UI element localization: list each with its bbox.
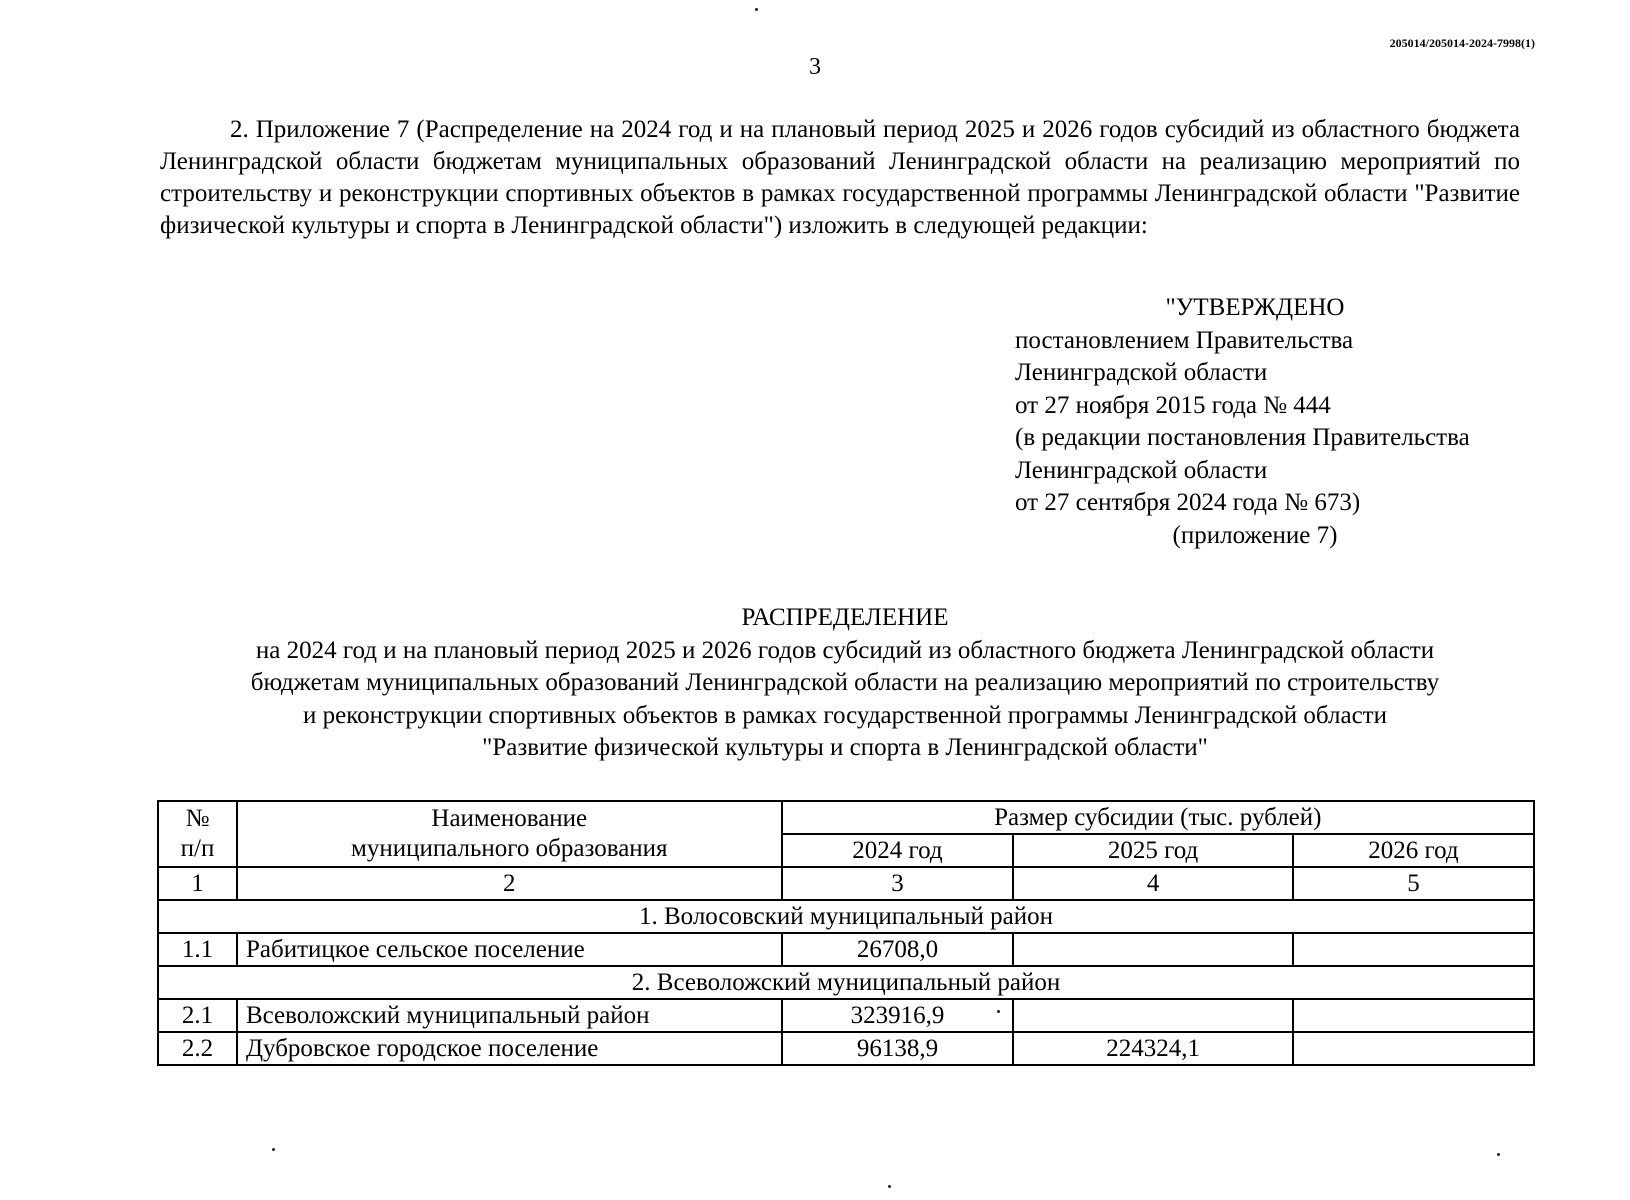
row-number: 2.2 [158,1032,237,1065]
approval-line: Ленинградской области [1015,456,1268,484]
header-number-cell [158,801,237,867]
header-name-line2: муниципального образования [351,835,668,862]
row-value-2024: 323916,9 [782,999,1014,1032]
header-year-2026: 2026 год [1293,834,1534,867]
heading-line: бюджетам муниципальных образований Ленинградской области на реализацию мероприятий по строительству [250,669,1440,696]
row-number: 1.1 [158,933,237,966]
column-number: 5 [1293,867,1534,900]
scan-speck [272,1148,275,1151]
header-name-line1: Наименование [431,805,588,832]
row-value-2024: 96138,9 [782,1032,1014,1065]
document-number: 205014/205014-2024-7998(1) [1389,36,1535,50]
column-number: 2 [237,867,782,900]
table-header-row [158,801,1534,834]
heading-title: РАСПРЕДЕЛЕНИЕ [741,604,949,631]
section-title: 1. Волосовский муниципальный район [158,900,1534,933]
approval-appendix: (приложение 7) [1172,521,1338,549]
subsidy-table [157,800,1535,1066]
row-value-2026 [1293,933,1534,966]
approval-block [1015,292,1535,552]
table-row [158,1032,1534,1065]
approval-line: постановлением Правительства [1015,326,1354,354]
header-year-2024: 2024 год [782,834,1014,867]
header-number-line1: № [185,805,210,832]
row-value-2024: 26708,0 [782,933,1014,966]
page-number: 3 [809,54,821,80]
row-value-2026 [1293,1032,1534,1065]
approval-line: Ленинградской области [1015,359,1268,386]
column-number-row [158,867,1534,900]
body-paragraph: 2. Приложение 7 (Распределение на 2024 год и на плановый период 2025 и 2026 годов субсидий из областного бюджета Ленинградской области бюджетам муниципальных образований Ленинградской области на реализацию мероприятий по строительству и реконструкции спортивных объектов в рамках государственной программы Ленинградской области "Развитие физической культуры и спорта в Ленинградской области") изложить в следующей редакции: [160,116,1520,239]
distribution-heading [150,602,1540,765]
scan-speck [755,8,758,11]
scan-speck [1497,1153,1500,1156]
row-value-2025 [1013,999,1293,1032]
heading-line: "Развитие физической культуры и спорта в Ленинградской области" [482,734,1208,761]
table-row [158,933,1534,966]
table-row [158,999,1534,1032]
row-name: Дубровское городское поселение [237,1032,782,1065]
header-subsidy-cell: Размер субсидии (тыс. рублей) [782,801,1534,834]
row-value-2026 [1293,999,1534,1032]
row-name: Всеволожский муниципальный район [237,999,782,1032]
column-number: 4 [1013,867,1293,900]
heading-line: на 2024 год и на плановый период 2025 и 2026 годов субсидий из областного бюджета Ленинградской области [255,636,1435,664]
row-value-2025 [1013,933,1293,966]
row-value-2025: 224324,1 [1013,1032,1293,1065]
section-title: 2. Всеволожский муниципальный район [158,966,1534,999]
header-name-cell [237,801,782,867]
section-row [158,966,1534,999]
scan-speck [997,1010,1000,1013]
column-number: 3 [782,867,1014,900]
row-name: Рабитицкое сельское поселение [237,933,782,966]
heading-line: и реконструкции спортивных объектов в рамках государственной программы Ленинградской области [303,701,1387,729]
approval-title: "УТВЕРЖДЕНО [1165,294,1345,321]
approval-line: (в редакции постановления Правительства [1015,424,1470,451]
column-number: 1 [158,867,237,900]
approval-line: от 27 ноября 2015 года № 444 [1015,391,1331,419]
header-number-line2: п/п [180,835,215,862]
section-row [158,900,1534,933]
row-number: 2.1 [158,999,237,1032]
scan-speck [888,1185,891,1188]
header-year-2025: 2025 год [1013,834,1293,867]
approval-line: от 27 сентября 2024 года № 673) [1015,489,1361,516]
